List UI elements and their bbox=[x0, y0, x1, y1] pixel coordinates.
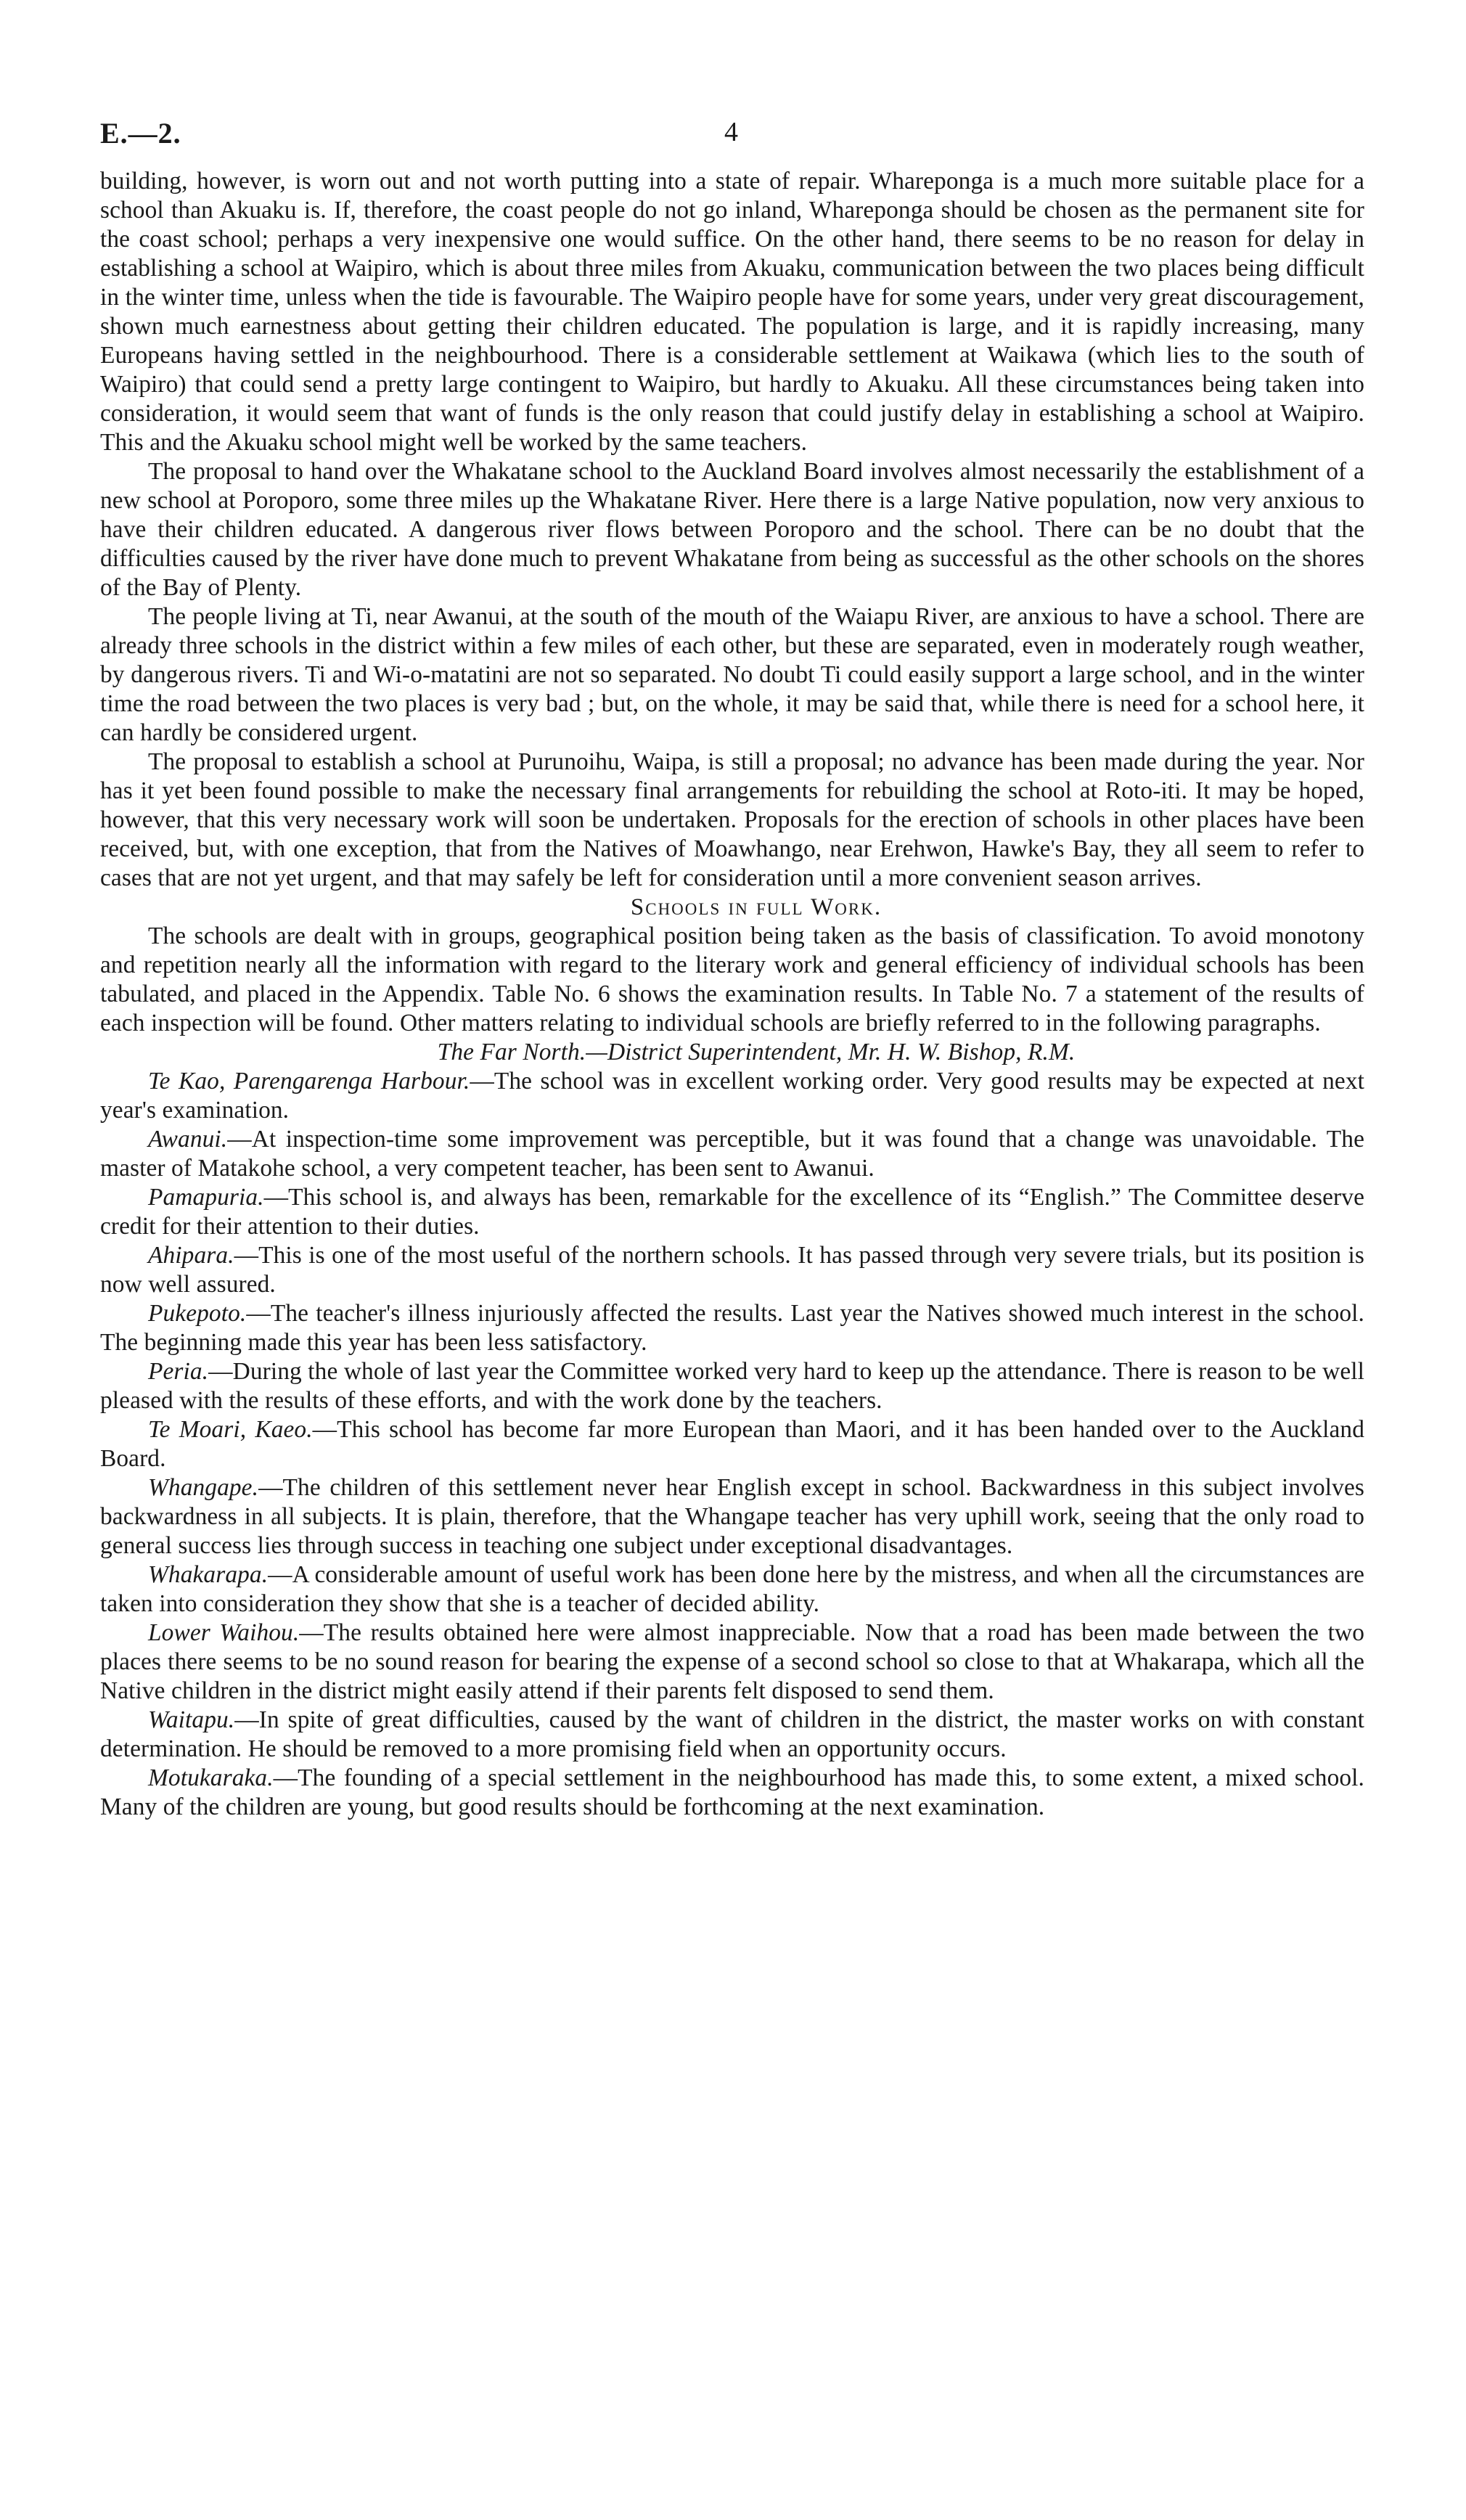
school-entry bbox=[100, 1619, 1364, 1706]
school-entry bbox=[100, 1357, 1364, 1415]
school-entry bbox=[100, 1241, 1364, 1299]
paragraph: The proposal to hand over the Whakatane school to the Auckland Board involves almost necessarily the establishment of a new school at Poroporo, some three miles up the Whakatane River. Here there is a large Native population, now very anxious to have their children educated. A dangerous river flows between Poroporo and the school. There can be no doubt that the difficulties caused by the river have done much to prevent Whakatane from being as successful as the other schools on the shores of the Bay of Plenty. bbox=[100, 458, 1364, 601]
page-number: 4 bbox=[724, 117, 738, 147]
school-name: Whakarapa. bbox=[148, 1561, 269, 1588]
school-text: —During the whole of last year the Committee worked very hard to keep up the attendance. There is reason to be well pleased with the results of these efforts, and with the work done by the teachers. bbox=[100, 1358, 1364, 1414]
school-name: Te Kao, Parengarenga Harbour. bbox=[148, 1068, 470, 1095]
school-name: Awanui. bbox=[148, 1126, 228, 1153]
school-text: —This school is, and always has been, remarkable for the excellence of its “English.” The Committee deserve credit for their attention to their duties. bbox=[100, 1184, 1364, 1240]
school-text: —The results obtained here were almost inappreciable. Now that a road has been made between the two places there seems to be no sound reason for bearing the expense of a second school so close to that at Whakarapa, which all the Native children in the district might easily attend if their parents felt disposed to send them. bbox=[100, 1619, 1365, 1704]
section-heading: Schools in full Work. bbox=[630, 894, 883, 920]
school-name: Ahipara. bbox=[148, 1242, 234, 1269]
school-name: Te Moari, Kaeo. bbox=[148, 1416, 313, 1443]
school-name: Lower Waihou. bbox=[148, 1619, 300, 1646]
school-name: Waitapu. bbox=[148, 1706, 235, 1733]
school-entry bbox=[100, 1415, 1364, 1473]
school-entry bbox=[100, 1560, 1364, 1619]
section-intro: The schools are dealt with in groups, geographical position being taken as the basis of classification. To avoid monotony and repetition nearly all the information with regard to the literary work and general efficiency of individual schools has been tabulated, and placed in the Appendix. Table No. 6 shows the examination results. In Table No. 7 a statement of the results of each inspection will be found. Other matters relating to individual schools are briefly referred to in the following paragraphs. bbox=[100, 922, 1364, 1036]
school-name: Pamapuria. bbox=[148, 1184, 264, 1211]
school-text: —A considerable amount of useful work has been done here by the mistress, and when all the circumstances are taken into consideration they show that she is a teacher of decided ability. bbox=[100, 1561, 1364, 1617]
school-text: —This is one of the most useful of the northern schools. It has passed through very severe trials, but its position is now well assured. bbox=[100, 1242, 1364, 1298]
school-entry bbox=[100, 1764, 1364, 1822]
body-text bbox=[100, 167, 1364, 1822]
school-name: Motukaraka. bbox=[148, 1764, 274, 1791]
paragraph: building, however, is worn out and not worth putting into a state of repair. Whareponga is a much more suitable place for a school than Akuaku is. If, therefore, the coast people do not go inland, Whareponga should be chosen as the permanent site for the coast school; perhaps a very inexpensive one would suffice. On the other hand, there seems to be no reason for delay in establishing a school at Waipiro, which is about three miles from Akuaku, communication between the two places being difficult in the winter time, unless when the tide is favourable. The Waipiro people have for some years, under very great discouragement, shown much earnestness about getting their children educated. The population is large, and it is rapidly increasing, many Europeans having settled in the neighbourhood. There is a considerable settlement at Waikawa (which lies to the south of Waipiro) that could send a pretty large contingent to Waipiro, but hardly to Akuaku. All these circumstances being taken into consideration, it would seem that want of funds is the only reason that could justify delay in establishing a school at Waipiro. This and the Akuaku school might well be worked by the same teachers. bbox=[100, 168, 1364, 456]
school-name: Whangape. bbox=[148, 1474, 259, 1501]
school-text: —The children of this settlement never hear English except in school. Backwardness in this subject involves backwardness in all subjects. It is plain, therefore, that the Whangape teacher has very uphill work, seeing that the only road to general success lies through success in teaching one subject under exceptional disadvantages. bbox=[100, 1474, 1364, 1559]
school-name: Peria. bbox=[148, 1358, 209, 1385]
school-text: —In spite of great difficulties, caused by the want of children in the district, the master works on with constant determination. He should be removed to a more promising field when an opportunity occurs. bbox=[100, 1706, 1364, 1762]
report-reference: E.—2. bbox=[100, 117, 181, 150]
school-entry bbox=[100, 1706, 1364, 1764]
school-entry bbox=[100, 1473, 1364, 1560]
school-entry bbox=[100, 1067, 1364, 1125]
school-text: —At inspection-time some improvement was perceptible, but it was found that a change was unavoidable. The master of Matakohe school, a very competent teacher, has been sent to Awanui. bbox=[100, 1126, 1364, 1182]
school-text: —The founding of a special settlement in the neighbourhood has made this, to some extent, a mixed school. Many of the children are young, but good results should be forthcoming at the next examination. bbox=[100, 1764, 1364, 1820]
paragraph: The proposal to establish a school at Purunoihu, Waipa, is still a proposal; no advance has been made during the year. Nor has it yet been found possible to make the necessary final arrangements for rebuilding the school at Roto-iti. It may be hoped, however, that this very necessary work will soon be undertaken. Proposals for the erection of schools in other places have been received, but, with one exception, that from the Natives of Moawhango, near Erehwon, Hawke's Bay, they all seem to refer to cases that are not yet urgent, and that may safely be left for consideration until a more convenient season arrives. bbox=[100, 748, 1364, 891]
page-header bbox=[100, 116, 1364, 167]
school-entry bbox=[100, 1125, 1364, 1183]
paragraph: The people living at Ti, near Awanui, at the south of the mouth of the Waiapu River, are anxious to have a school. There are already three schools in the district within a few miles of each other, but these are separated, even in moderately rough weather, by dangerous rivers. Ti and Wi-o-matatini are not so separated. No doubt Ti could easily support a large school, and in the winter time the road between the two places is very bad ; but, on the whole, it may be said that, while there is need for a school here, it can hardly be considered urgent. bbox=[100, 603, 1364, 746]
school-text: —This school has become far more European than Maori, and it has been handed over to the Auckland Board. bbox=[100, 1416, 1364, 1472]
school-name: Pukepoto. bbox=[148, 1300, 247, 1327]
district-heading: The Far North.—District Superintendent, Mr. H. W. Bishop, R.M. bbox=[437, 1039, 1076, 1065]
school-entry bbox=[100, 1183, 1364, 1241]
school-entry bbox=[100, 1299, 1364, 1357]
school-text: —The school was in excellent working order. Very good results may be expected at next year's examination. bbox=[100, 1068, 1364, 1124]
school-text: —The teacher's illness injuriously affected the results. Last year the Natives showed much interest in the school. The beginning made this year has been less satisfactory. bbox=[100, 1300, 1364, 1356]
